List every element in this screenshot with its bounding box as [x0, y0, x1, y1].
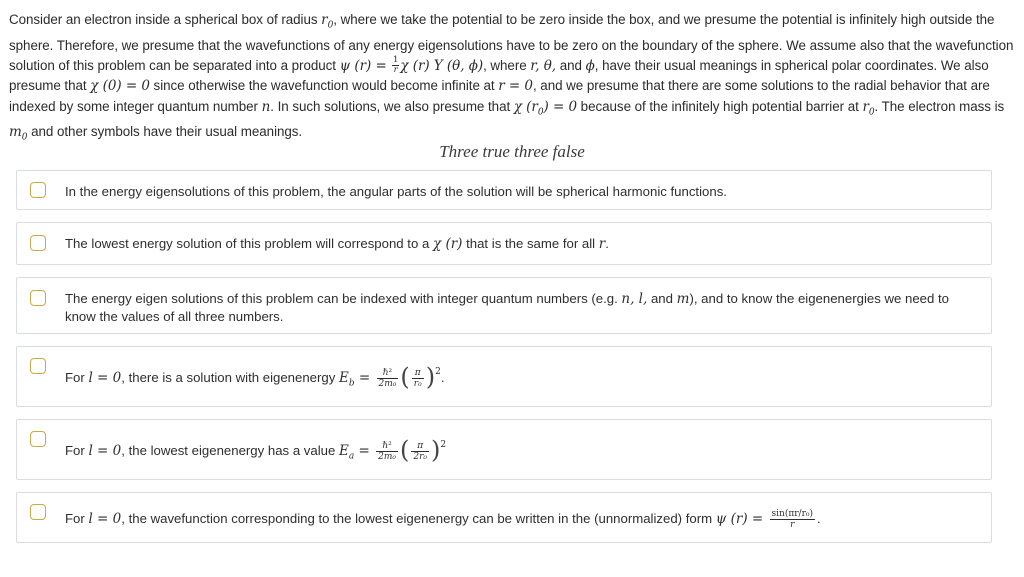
option-3-text: The energy eigen solutions of this problem can be indexed with integer quantum numbers (e.g. n, l, and m), and to know the eigenenergies we need to know the values of all three numbers.: [65, 291, 949, 324]
hbar-fraction: $\frac{\text{ℏ²}}{\text{2m₀}}$: [378, 441, 397, 463]
option-2[interactable]: [16, 222, 992, 265]
psi-expression: ψ (r) =: [339, 58, 391, 75]
pi-fraction: $\frac{\pi}{\text{2r₀}}$: [413, 441, 428, 463]
option-5-text: For l = 0, the lowest eigenenergy has a value $E_a$ = $\frac{\text{ℏ²}}{\text{2m₀}}$ ( $\frac{\pi}{\text{2r₀}}$ )$^2$: [65, 435, 447, 464]
question-s2: , where we take the potential to be zero inside the box, and we presume the potential is infinitely high outside the sphere. Therefore, we presume that the wavefunctions of any energy eigensolutions have to be zero on the boundary of the sphere. We assume also that the wavefunction solution of this problem can be separated into a product: [9, 12, 1014, 74]
pi-fraction: $\frac{\pi}{\text{r₀}}$: [413, 368, 422, 390]
coordinate-vars: r, θ,: [530, 58, 557, 75]
radius-symbol: $r_0$: [321, 12, 334, 31]
option-4[interactable]: [16, 346, 992, 407]
electron-mass: $m_0$: [9, 124, 28, 144]
chi-r0: χ $(r_0) = 0$: [513, 98, 578, 118]
question-s7: . In such solutions, we also presume that: [270, 98, 514, 114]
question-text: Consider an electron inside a spherical box of radius $r_0$, where we take the potential to be zero inside the box, and we presume the potential is infinitely high outside the sphere. Therefore, we presume that the wavefunctions of any energy eigensolutions have to be zero on the boundary of the sphere. We assume also that the wavefunction solution of this problem can be separated into a product ψ (r) = $\frac{1}{r}$ χ (r) Y (θ, ϕ), where r, θ, and ϕ, have their usual meanings in spherical polar coordinates. We also presume that χ (0) = 0 since otherwise the wavefunction would become infinite at r = 0, and we presume that there are some solutions to the radial behavior that are indexed by some integer quantum number n. In such solutions, we also presume that χ $(r_0) = 0$ because of the infinitely high potential barrier at $r_0$. The electron mass is $m_0$ and other symbols have their usual meanings.: [9, 12, 1014, 144]
option-5[interactable]: [16, 419, 992, 480]
r-equals-zero: r = 0: [498, 78, 533, 95]
energy-symbol: $E_b$: [339, 370, 355, 389]
option-1[interactable]: [16, 170, 992, 210]
option-5-checkbox[interactable]: [30, 431, 46, 447]
option-2-text: The lowest energy solution of this problem will correspond to a χ (r) that is the same for all r.: [65, 236, 609, 252]
option-4-text: For l = 0, there is a solution with eigenenergy $E_b$ = $\frac{\text{ℏ²}}{\text{2m₀}}$ ( $\frac{\pi}{\text{r₀}}$ )$^2$.: [65, 362, 445, 391]
option-6[interactable]: [16, 492, 992, 543]
energy-symbol: $E_a$: [339, 443, 355, 462]
question-s1: Consider an electron inside a spherical box of radius: [9, 12, 322, 27]
psi-rest: χ (r) Y (θ, ϕ): [400, 58, 484, 75]
hbar-fraction: $\frac{\text{ℏ²}}{\text{2m₀}}$: [378, 368, 397, 390]
sin-fraction: $\frac{\text{sin(πr/r₀)}}{r}$: [771, 509, 814, 531]
question-s6: , and we presume that there are some solutions to the radial behavior that are indexed by some integer quantum number: [9, 78, 990, 114]
question-s8: because of the infinitely high potential barrier at: [577, 98, 863, 114]
option-6-checkbox[interactable]: [30, 504, 46, 520]
option-1-text: In the energy eigensolutions of this problem, the angular parts of the solution will be spherical harmonic functions.: [65, 184, 727, 199]
subtitle: Three true three false: [439, 142, 585, 161]
chi-zero: χ (0) = 0: [90, 78, 150, 95]
option-3-checkbox[interactable]: [30, 290, 46, 306]
option-1-checkbox[interactable]: [30, 182, 46, 198]
question-s5: since otherwise the wavefunction would become infinite at: [149, 78, 499, 94]
question-s4: , have their usual meanings in spherical polar coordinates. We also presume that: [9, 58, 989, 94]
question-s10: and other symbols have their usual meanings.: [27, 124, 303, 140]
option-3[interactable]: [16, 277, 992, 334]
one-over-r-fraction: $\frac{1}{r}$: [393, 55, 399, 76]
option-4-checkbox[interactable]: [30, 358, 46, 374]
option-2-checkbox[interactable]: [30, 235, 46, 251]
option-6-text: For l = 0, the wavefunction corresponding to the lowest eigenenergy can be written in the (unnormalized) form ψ (r) = $\frac{\text{sin(πr/r₀)}}{r}$ .: [65, 509, 821, 531]
